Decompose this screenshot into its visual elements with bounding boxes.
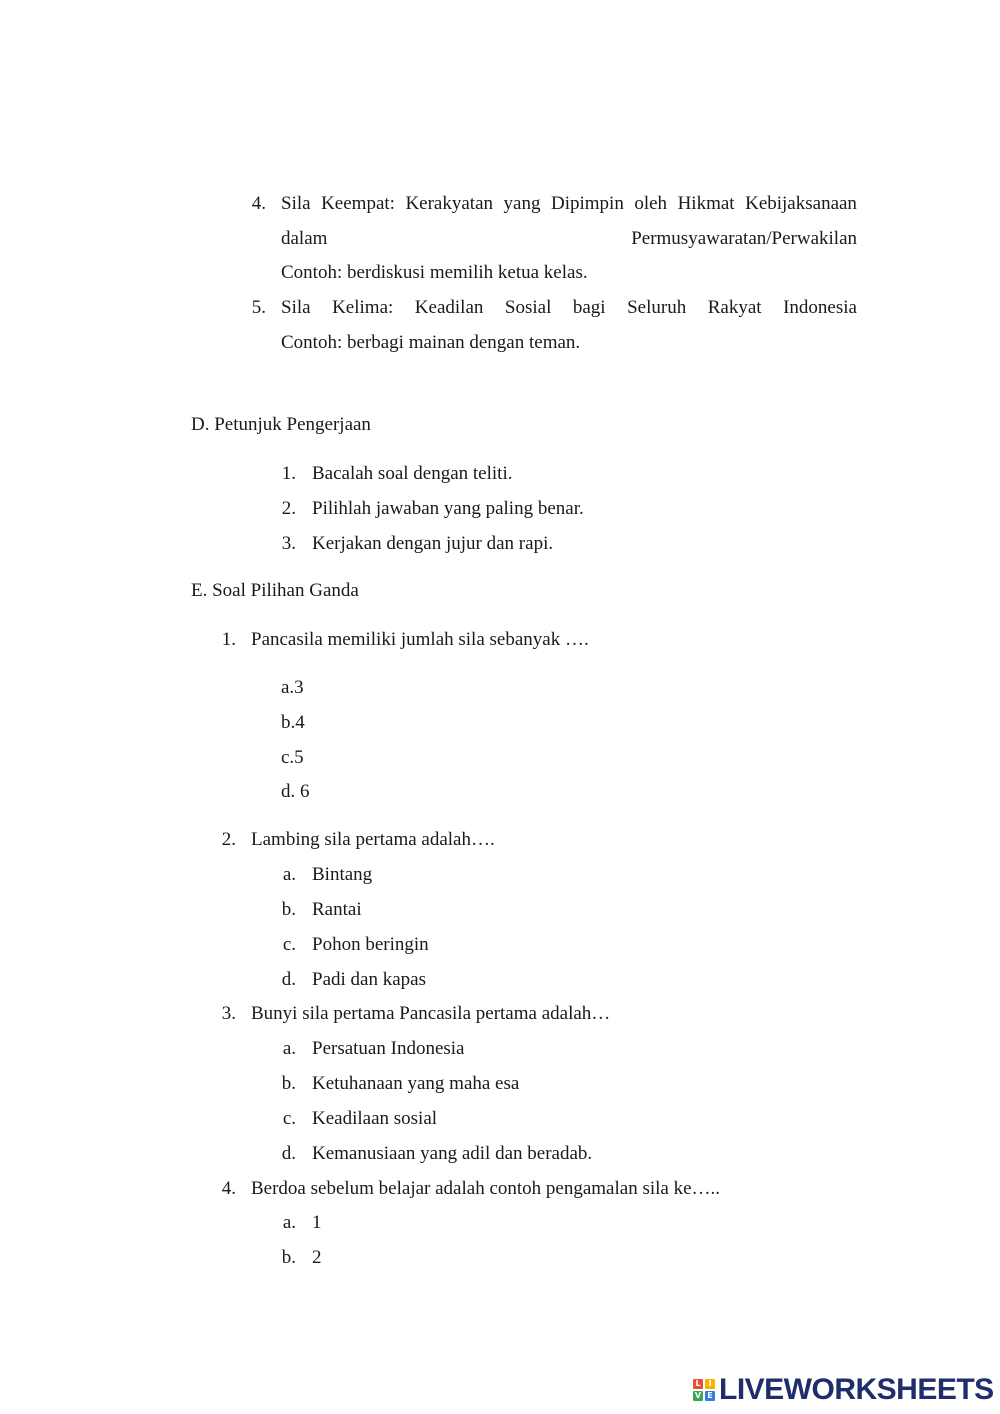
- logo-tiles-icon: L I V E: [693, 1379, 715, 1401]
- question-text: Bunyi sila pertama Pancasila pertama adalah…: [251, 1003, 611, 1024]
- instruction-text: Kerjakan dengan jujur dan rapi.: [312, 533, 554, 554]
- question-number: 2.: [221, 829, 236, 850]
- answer-option[interactable]: 2: [312, 1247, 322, 1268]
- sila-5-number: 5.: [251, 297, 266, 318]
- answer-option[interactable]: Pohon beringin: [312, 934, 429, 955]
- sila-4-number: 4.: [251, 193, 266, 214]
- liveworksheets-logo[interactable]: [693, 1374, 994, 1406]
- answer-option[interactable]: d. 6: [281, 781, 310, 802]
- sila-4-title: Sila Keempat: Kerakyatan yang Dipimpin oleh Hikmat Kebijaksanaan: [281, 193, 857, 214]
- option-letter: a.: [282, 864, 296, 885]
- instruction-text: Pilihlah jawaban yang paling benar.: [312, 498, 584, 519]
- section-d-title: D. Petunjuk Pengerjaan: [191, 414, 371, 435]
- question-number: 1.: [221, 629, 236, 650]
- answer-option[interactable]: 1: [312, 1212, 322, 1233]
- answer-option[interactable]: Bintang: [312, 864, 373, 885]
- option-letter: b.: [281, 1247, 296, 1268]
- option-letter: c.: [282, 1108, 296, 1129]
- question-text: Berdoa sebelum belajar adalah contoh pengamalan sila ke…..: [251, 1178, 721, 1199]
- question-text: Pancasila memiliki jumlah sila sebanyak ….: [251, 629, 589, 650]
- logo-text: LIVEWORKSHEETS: [719, 1373, 994, 1406]
- option-letter: b.: [281, 899, 296, 920]
- option-letter: a.: [282, 1212, 296, 1233]
- instruction-number: 2.: [281, 498, 296, 519]
- answer-option[interactable]: Persatuan Indonesia: [312, 1038, 465, 1059]
- sila-4-example: Contoh: berdiskusi memilih ketua kelas.: [281, 262, 588, 283]
- sila-5-title: Sila Kelima: Keadilan Sosial bagi Seluruh Rakyat Indonesia: [281, 297, 857, 318]
- answer-option[interactable]: Rantai: [312, 899, 362, 920]
- answer-option[interactable]: Ketuhanaan yang maha esa: [312, 1073, 520, 1094]
- option-letter: a.: [282, 1038, 296, 1059]
- question-text: Lambing sila pertama adalah….: [251, 829, 495, 850]
- option-letter: c.: [282, 934, 296, 955]
- sila-5-example: Contoh: berbagi mainan dengan teman.: [281, 332, 581, 353]
- option-letter: b.: [281, 1073, 296, 1094]
- answer-option[interactable]: b.4: [281, 712, 305, 733]
- section-e-title: E. Soal Pilihan Ganda: [191, 580, 359, 601]
- sila-4-title-cont: dalam Permusyawaratan/Perwakilan: [281, 228, 857, 249]
- instruction-text: Bacalah soal dengan teliti.: [312, 463, 513, 484]
- answer-option[interactable]: a.3: [281, 677, 304, 698]
- question-number: 3.: [221, 1003, 236, 1024]
- option-letter: d.: [281, 969, 296, 990]
- instruction-number: 1.: [281, 463, 296, 484]
- question-number: 4.: [221, 1178, 236, 1199]
- instruction-number: 3.: [281, 533, 296, 554]
- option-letter: d.: [281, 1143, 296, 1164]
- answer-option[interactable]: Keadilaan sosial: [312, 1108, 438, 1129]
- answer-option[interactable]: Padi dan kapas: [312, 969, 426, 990]
- answer-option[interactable]: c.5: [281, 747, 304, 768]
- answer-option[interactable]: Kemanusiaan yang adil dan beradab.: [312, 1143, 593, 1164]
